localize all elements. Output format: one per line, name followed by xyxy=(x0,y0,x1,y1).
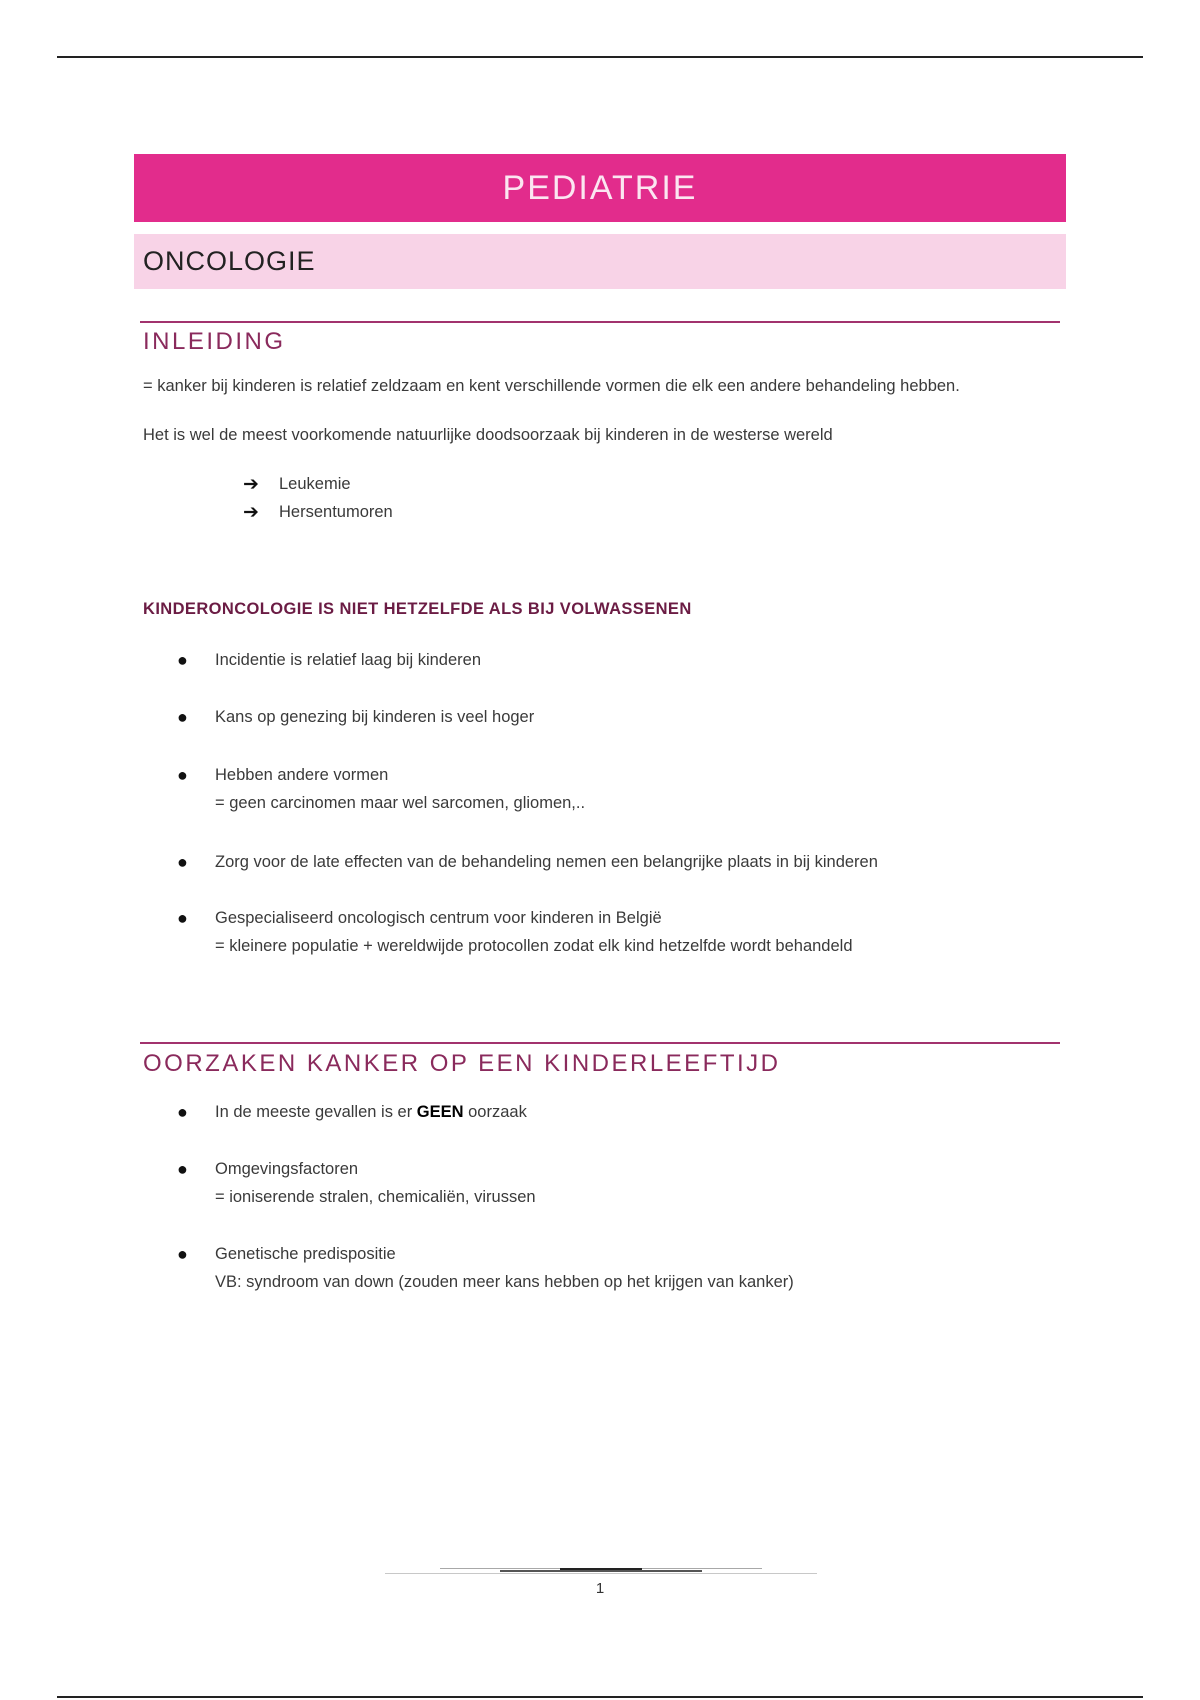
document-title: PEDIATRIE xyxy=(134,154,1066,222)
bullet-text: Genetische predispositie xyxy=(215,1245,396,1263)
bullet-text: Omgevingsfactoren xyxy=(215,1160,359,1178)
bullet-icon: ● xyxy=(177,1159,188,1179)
bullet-text: Zorg voor de late effecten van de behandeling nemen een belangrijke plaats in bij kinderen xyxy=(215,853,878,871)
bullet-icon: ● xyxy=(177,908,188,928)
bullet-item xyxy=(177,1155,536,1211)
footer-decoration xyxy=(385,1567,817,1579)
bullet-text xyxy=(215,1098,527,1126)
intro-paragraph: = kanker bij kinderen is relatief zeldzaam en kent verschillende vormen die elk een andere behandeling hebben. xyxy=(143,377,960,395)
arrow-right-icon: ➔ xyxy=(243,473,259,495)
bullet-icon: ● xyxy=(177,1102,188,1122)
bullet-item xyxy=(177,761,585,817)
page-number: 1 xyxy=(595,1580,605,1597)
subheading-kinderoncologie: KINDERONCOLOGIE IS NIET HETZELFDE ALS BIJ VOLWASSENEN xyxy=(143,600,692,618)
bullet-text: Incidentie is relatief laag bij kinderen xyxy=(215,651,481,669)
bullet-icon: ● xyxy=(177,650,188,670)
bullet-text: Kans op genezing bij kinderen is veel hoger xyxy=(215,708,535,726)
arrow-list-item xyxy=(243,498,393,526)
bullet-item xyxy=(177,703,534,731)
page-top-rule xyxy=(57,56,1143,58)
bullet-subtext: VB: syndroom van down (zouden meer kans hebben op het krijgen van kanker) xyxy=(215,1273,794,1291)
bullet-text-before: In de meeste gevallen is er xyxy=(215,1103,417,1121)
arrow-list xyxy=(243,470,393,526)
bullet-item xyxy=(177,1098,527,1126)
bullet-icon: ● xyxy=(177,707,188,727)
bullet-text: Gespecialiseerd oncologisch centrum voor kinderen in België xyxy=(215,909,662,927)
arrow-list-item-label: Leukemie xyxy=(279,474,351,493)
bullet-subtext: = geen carcinomen maar wel sarcomen, gliomen,.. xyxy=(215,794,586,812)
bullet-icon: ● xyxy=(177,1244,188,1264)
section-rule-oorzaken xyxy=(140,1042,1060,1044)
bullet-item xyxy=(177,904,853,960)
bullet-text-after: oorzaak xyxy=(463,1103,527,1121)
footer-line xyxy=(385,1573,817,1574)
bullet-icon: ● xyxy=(177,765,188,785)
arrow-list-item-label: Hersentumoren xyxy=(279,502,393,521)
bullet-item xyxy=(177,848,878,876)
section-rule-inleiding xyxy=(140,321,1060,323)
bullet-item xyxy=(177,646,481,674)
footer-line xyxy=(560,1568,642,1570)
bullet-subtext: = kleinere populatie + wereldwijde protocollen zodat elk kind hetzelfde wordt behandeld xyxy=(215,937,853,955)
bullet-subtext: = ioniserende stralen, chemicaliën, virussen xyxy=(215,1188,536,1206)
section-title-inleiding: INLEIDING xyxy=(143,328,286,355)
bullet-text: Hebben andere vormen xyxy=(215,766,389,784)
intro-paragraph-2: Het is wel de meest voorkomende natuurlijke doodsoorzaak bij kinderen in de westerse wereld xyxy=(143,426,833,444)
bullet-item xyxy=(177,1240,794,1296)
arrow-list-item xyxy=(243,470,393,498)
bullet-icon: ● xyxy=(177,852,188,872)
section-title-oorzaken: OORZAKEN KANKER OP EEN KINDERLEEFTIJD xyxy=(143,1050,781,1077)
footer-line xyxy=(500,1570,702,1572)
page-bottom-rule xyxy=(57,1696,1143,1698)
bullet-text-emphasis: GEEN xyxy=(416,1103,464,1121)
chapter-title: ONCOLOGIE xyxy=(134,234,1066,289)
arrow-right-icon: ➔ xyxy=(243,501,259,523)
